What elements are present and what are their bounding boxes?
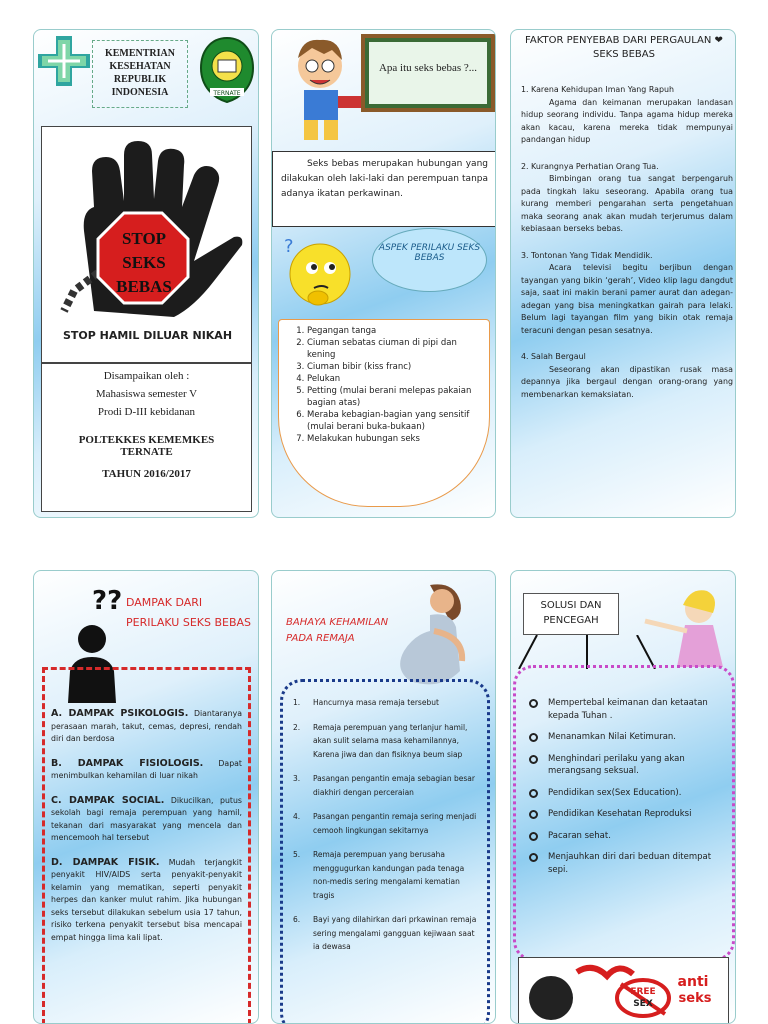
- list-item: A. DAMPAK PSIKOLOGIS. Diantaranya perasaan marah, takut, cemas, depresi, rendah diri dan berdosa: [51, 708, 242, 743]
- definition-panel: [271, 29, 496, 518]
- list-item: Menghindari perilaku yang akan merangsang seksual.: [529, 753, 729, 778]
- banner-anti: anti: [677, 974, 709, 990]
- presented-by: Disampaikan oleh :: [103, 370, 190, 382]
- presenter-info: [41, 363, 252, 512]
- stop-caption: STOP HAMIL DILUAR NIKAH: [62, 329, 233, 342]
- definition-text: Seks bebas merupakan hubungan yang dilakukan oleh laki-laki dan perempuan tanpa adanya ikatan perkawinan.: [272, 151, 496, 227]
- bullet-icon: [529, 699, 538, 708]
- student-label: Mahasiswa semester V: [95, 388, 198, 400]
- pregnant-woman-icon: [390, 581, 490, 691]
- impacts-title: DAMPAK DARI PERILAKU SEKS BEBAS: [126, 596, 252, 629]
- list-item: 6. Bayi yang dilahirkan dari prkawinan remaja sering mengalami gangguan kejiwaan saat ia dewasa: [293, 915, 477, 951]
- list-item: Mempertebal keimanan dan ketaatan kepada Tuhan .: [529, 697, 729, 722]
- dangers-title: BAHAYA KEHAMILAN PADA REMAJA: [286, 617, 389, 644]
- impacts-frame: [42, 667, 251, 1024]
- aspects-cloud: ASPEK PERILAKU SEKS BEBAS: [372, 228, 487, 292]
- list-item: 1. Hancurnya masa remaja tersebut: [293, 698, 439, 707]
- list-item: Pacaran sehat.: [529, 830, 729, 843]
- anti-free-sex-banner: [518, 957, 729, 1024]
- dangers-list: [280, 679, 490, 1024]
- bullet-icon: [529, 733, 538, 742]
- bullet-icon: [529, 832, 538, 841]
- impacts-panel: [33, 570, 259, 1024]
- crest-label: TERNATE: [213, 90, 241, 97]
- svg-text:??: ??: [92, 586, 123, 616]
- list-item: 5. Petting (mulai berani melepas pakaian bagian atas): [307, 385, 481, 409]
- cover-panel: [33, 29, 259, 518]
- solutions-title: SOLUSI DAN PENCEGAH: [523, 593, 619, 635]
- causes-panel: [510, 29, 736, 518]
- stop-sign-text: STOP SEKS BEBAS: [116, 229, 172, 296]
- svg-text:?: ?: [284, 236, 294, 257]
- list-item: 6. Meraba kebagian-bagian yang sensitif (mulai berani buka-bukaan): [307, 409, 481, 433]
- list-item: 4. Salah Bergaul Seseorang akan dipastikan rusak masa depannya jika bergaul dengan orang-orang yang membenarkan kemaksiatan.: [521, 352, 733, 399]
- banner-free: FREE: [630, 987, 656, 997]
- list-item: 2. Remaja perempuan yang terlanjur hamil, akan sulit selama masa kehamilannya, Karena jiwa dan dan fisiknya beum siap: [293, 722, 468, 759]
- list-item: Menjauhkan diri dari beduan ditempat sepi.: [529, 851, 729, 876]
- thinking-face-icon: [282, 234, 354, 314]
- list-item: Pendidikan Kesehatan Reproduksi: [529, 808, 729, 821]
- list-item: 1. Karena Kehidupan Iman Yang Rapuh Agama dan keimanan merupakan landasan hidup seorang individu. Tanpa agama hidup mereka akan kacau, karena mereka tidak mempunyai pandangan hidup: [521, 85, 733, 144]
- year-label: TAHUN 2016/2017: [102, 468, 191, 480]
- ministry-name: KEMENTRIAN KESEHATAN REPUBLIK INDONESIA: [92, 40, 188, 108]
- list-item: 3. Ciuman bibir (kiss franc): [307, 361, 481, 373]
- banner-sex: SEX: [633, 999, 653, 1009]
- bullet-icon: [529, 755, 538, 764]
- teacher-icon: [282, 34, 366, 146]
- list-item: B. DAMPAK FISIOLOGIS. Dapat menimbulkan kehamilan di luar nikah: [51, 757, 242, 780]
- banner-graphic-icon: [523, 962, 725, 1024]
- list-item: 1. Pegangan tanga: [307, 325, 481, 337]
- list-item: 2. Kurangnya Perhatian Orang Tua. Bimbingan orang tua sangat berpengaruh pada tingkah laku seseorang. Apabila orang tua kurang memberi pengarahan serta pengetahuan maka seorang anak akan mudah terjerumus dalam kebiasaan berseks bebas.: [521, 161, 733, 233]
- dangers-panel: [271, 570, 496, 1024]
- institution-label: POLTEKKES KEMEMKES TERNATE: [78, 434, 215, 458]
- list-item: 2. Ciuman sebatas ciuman di pipi dan kening: [307, 337, 481, 361]
- list-item: Menanamkan Nilai Ketimuran.: [529, 731, 729, 744]
- bullet-icon: [529, 789, 538, 798]
- aspects-list: [278, 319, 490, 507]
- list-item: C. DAMPAK SOCIAL. Dikucilkan, putus sekolah bagi remaja perempuan yang hamil, tekanan dari masyarakat yang mencela dan mencemooh hal tersebut: [51, 794, 242, 842]
- board-question: Apa itu seks bebas ?...: [369, 42, 487, 104]
- bullet-icon: [529, 810, 538, 819]
- list-item: 4. Pelukan: [307, 373, 481, 385]
- list-item: 4. Pasangan pengantin remaja sering menjadi cemooh lingkungan sekitarnya: [293, 812, 477, 835]
- easel-icon: [517, 635, 657, 669]
- causes-title: FAKTOR PENYEBAB DARI PERGAULAN ❤ SEKS BEBAS: [525, 35, 723, 60]
- list-item: 3. Tontonan Yang Tidak Mendidik. Acara televisi begitu berjibun dengan tayangan yang bikin ‘gerah’, Video klip lagu dangdut saja, saat ini makin berani pamer aurat dan adegan-adegan yang bisa meningkatkan gairah para lelaki. Belum lagi tayangan film yang bikin otak remaja teracuni dengan pesan sesatnya.: [521, 250, 733, 335]
- list-item: D. DAMPAK FISIK. Mudah terjangkit penyakit HIV/AIDS serta penyakit-penyakit kelamin yang mematikan, seperti penyakit herpes dan kanker mulut rahim. Jika hubungan seks tersebut dilakukan sebelum usia 17 tahun, risiko terkena penyakit tersebut bisa mencapai empat hingga lima kali lipat.: [51, 856, 242, 942]
- program-label: Prodi D-III kebidanan: [97, 406, 196, 418]
- poltekkes-crest-icon: [198, 36, 256, 104]
- list-item: 5. Remaja perempuan yang berusaha menggugurkan kandungan pada tenaga non-medis sering mengalami kematian tragis: [293, 850, 465, 900]
- causes-list: [521, 84, 733, 415]
- bullet-icon: [529, 853, 538, 862]
- solutions-panel: [510, 570, 736, 1024]
- list-item: 3. Pasangan pengantin emaja sebagian besar diakhiri dengan perceraian: [293, 774, 475, 797]
- teacher-woman-icon: [643, 587, 733, 675]
- list-item: Pendidikan sex(Sex Education).: [529, 787, 729, 800]
- ministry-logo-icon: [36, 32, 92, 90]
- banner-seks: seks: [678, 991, 712, 1006]
- solutions-list: [529, 697, 729, 885]
- list-item: 7. Melakukan hubungan seks: [307, 433, 481, 445]
- chalkboard: [361, 34, 495, 112]
- stop-poster: [41, 126, 252, 363]
